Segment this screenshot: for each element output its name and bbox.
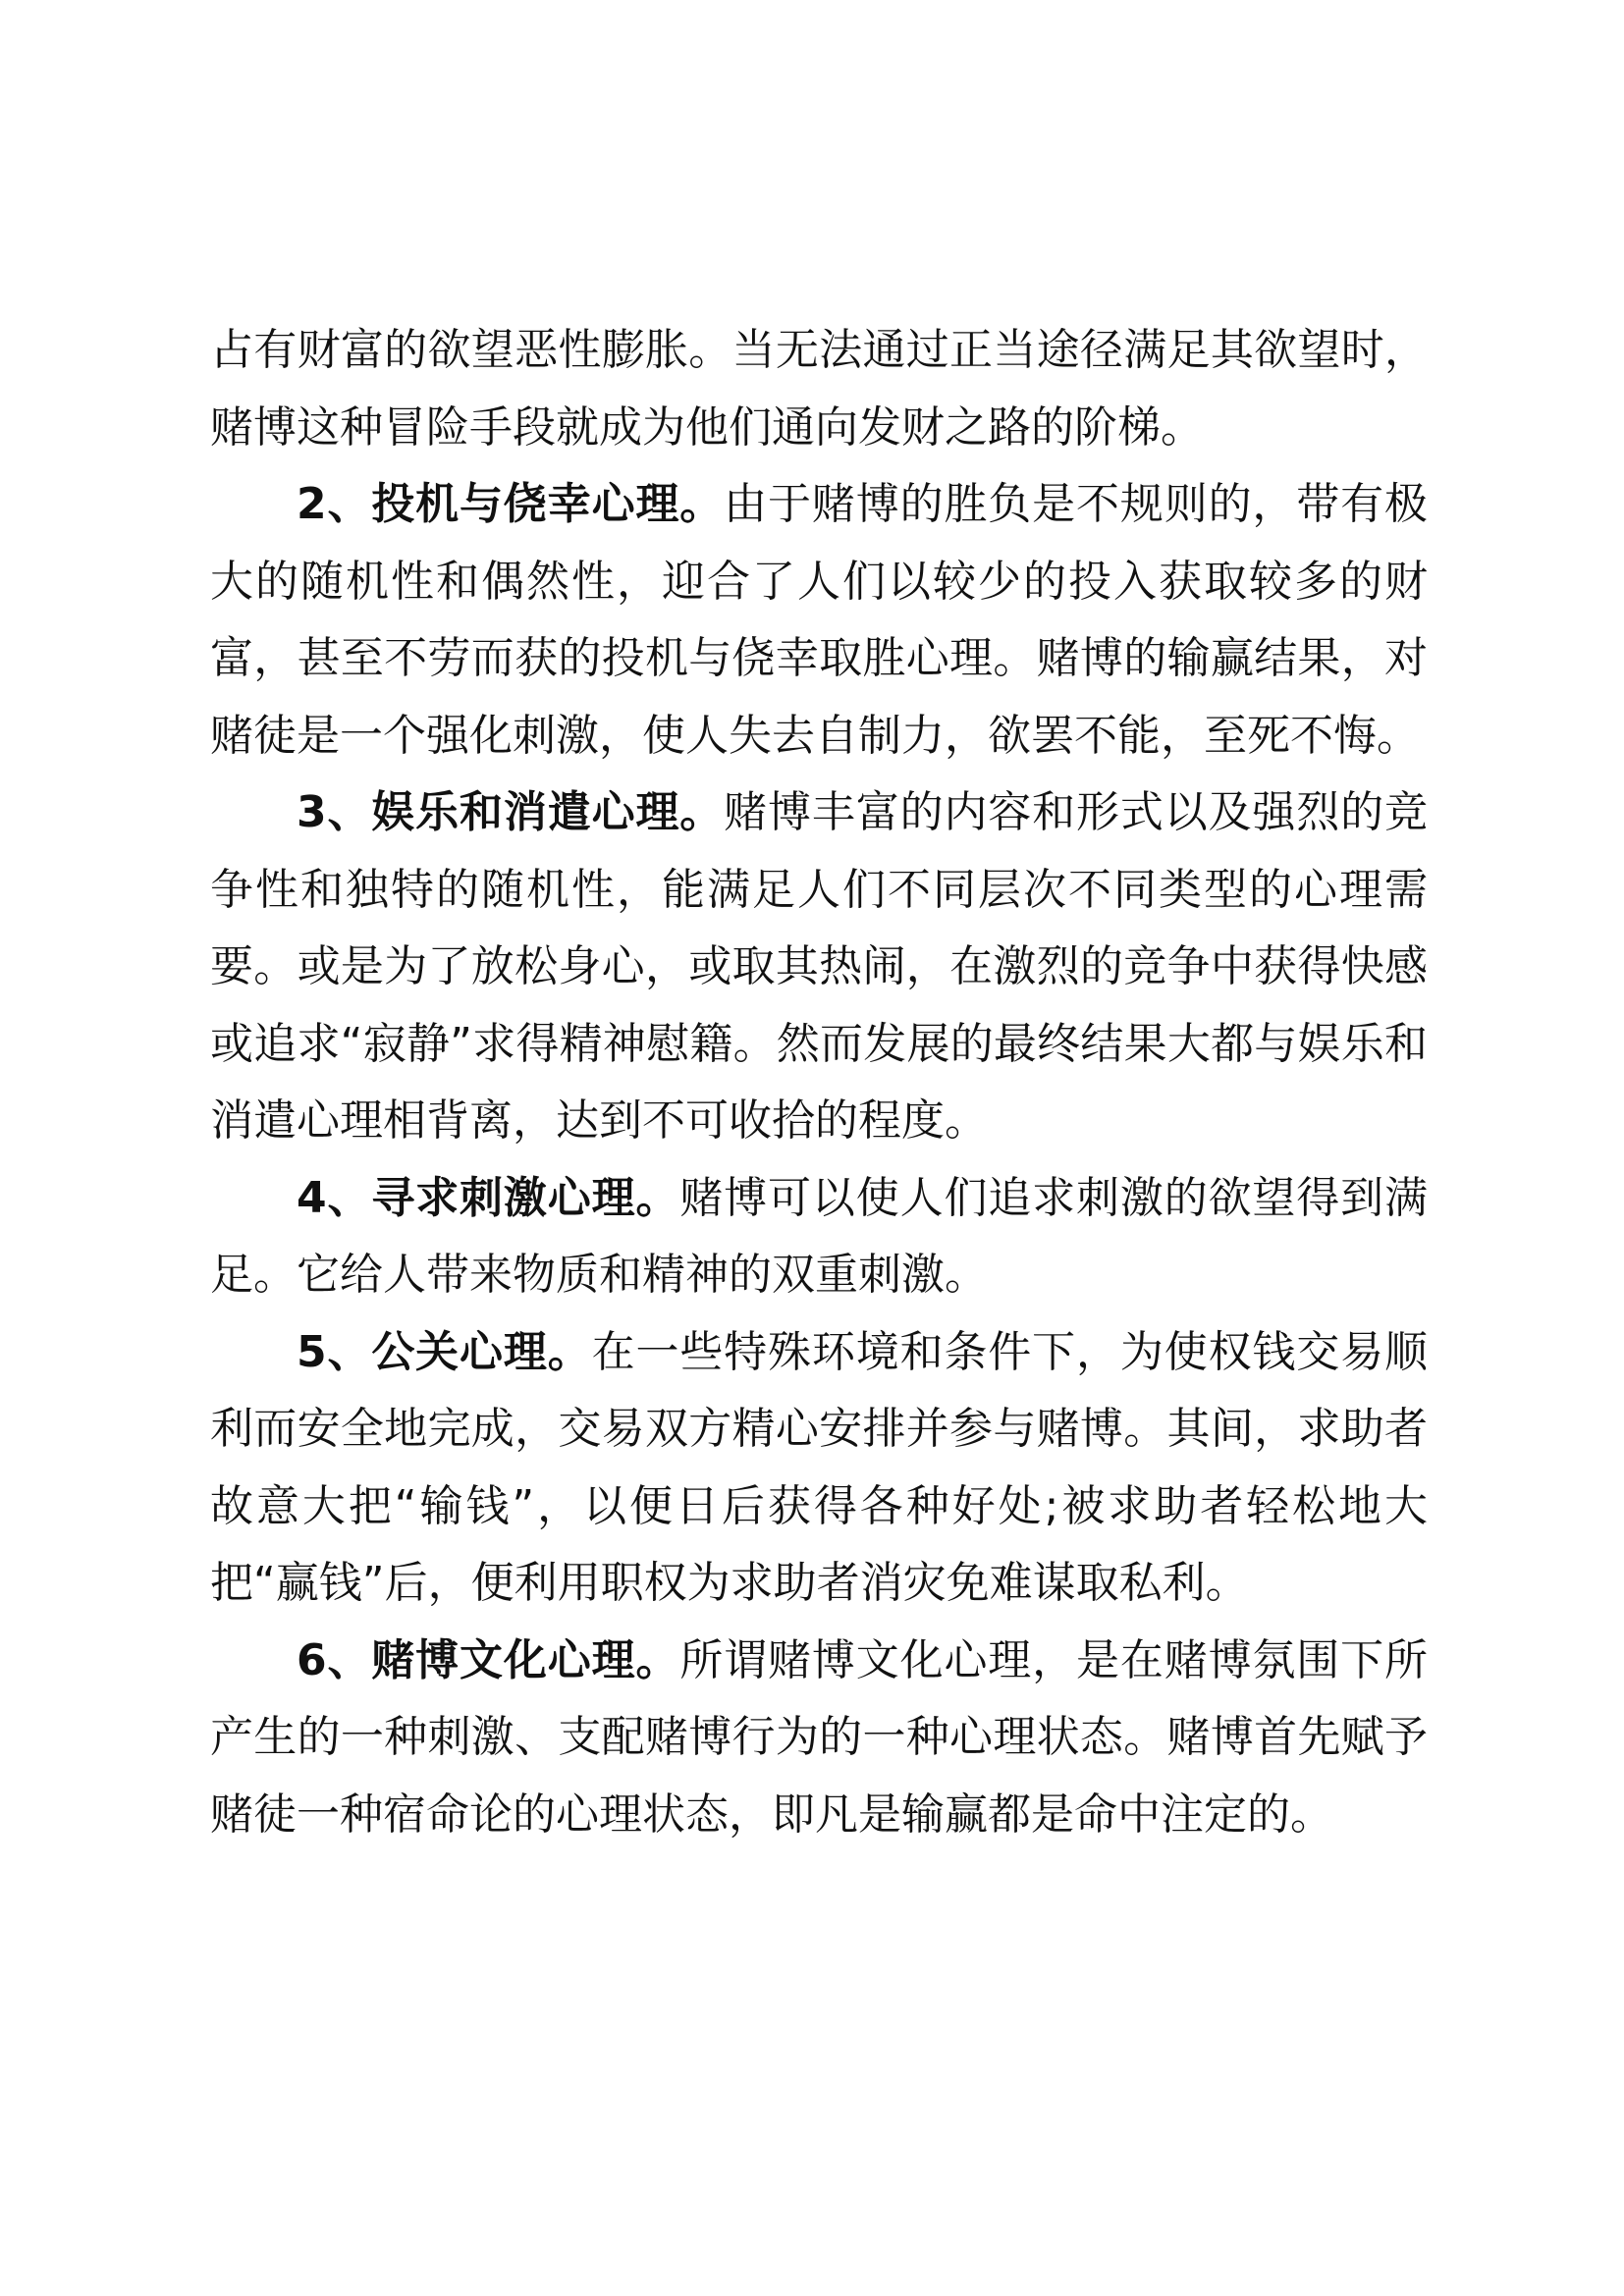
paragraph-text: 所谓赌博文化心理，是在赌博氛围下所产生的一种刺激、支配赌博行为的一种心理状态。赌博首先赋予赌徒一种宿命论的心理状态，即凡是输赢都是命中注定的。 xyxy=(210,1634,1428,1840)
paragraph-text: 在一些特殊环境和条件下，为使权钱交易顺利而安全地完成，交易双方精心安排并参与赌博。其间，求助者故意大把“输钱”，以便日后获得各种好处;被求助者轻松地大把“赢钱”后，便利用职权为求助者消灾免难谋取私利。 xyxy=(210,1326,1428,1608)
paragraph-speculation xyxy=(210,466,1428,774)
document-body xyxy=(210,312,1428,1853)
paragraph-heading: 2、投机与侥幸心理。 xyxy=(297,479,725,529)
paragraph-text: 赌博丰富的内容和形式以及强烈的竞争性和独特的随机性，能满足人们不同层次不同类型的心理需要。或是为了放松身心，或取其热闹，在激烈的竞争中获得快感或追求“寂静”求得精神慰籍。然而发展的最终结果大都与娱乐和消遣心理相背离，达到不可收拾的程度。 xyxy=(210,787,1428,1146)
paragraph-heading: 4、寻求刺激心理。 xyxy=(297,1172,680,1223)
paragraph-text: 由于赌博的胜负是不规则的，带有极大的随机性和偶然性，迎合了人们以较少的投入获取较多的财富，甚至不劳而获的投机与侥幸取胜心理。赌博的输赢结果，对赌徒是一个强化刺激，使人失去自制力，欲罢不能，至死不悔。 xyxy=(210,479,1428,761)
paragraph-public-relations xyxy=(210,1314,1428,1623)
paragraph-thrill xyxy=(210,1160,1428,1314)
paragraph-text: 赌博可以使人们追求刺激的欲望得到满足。它给人带来物质和精神的双重刺激。 xyxy=(210,1172,1428,1300)
paragraph-heading: 6、赌博文化心理。 xyxy=(297,1634,680,1685)
paragraph-entertainment xyxy=(210,774,1428,1160)
paragraph-heading: 5、公关心理。 xyxy=(297,1326,592,1377)
paragraph-gambling-culture xyxy=(210,1623,1428,1854)
paragraph-heading: 3、娱乐和消遣心理。 xyxy=(297,787,725,837)
paragraph-text: 占有财富的欲望恶性膨胀。当无法通过正当途径满足其欲望时，赌博这种冒险手段就成为他们通向发财之路的阶梯。 xyxy=(210,325,1428,453)
paragraph-continuation xyxy=(210,312,1428,466)
